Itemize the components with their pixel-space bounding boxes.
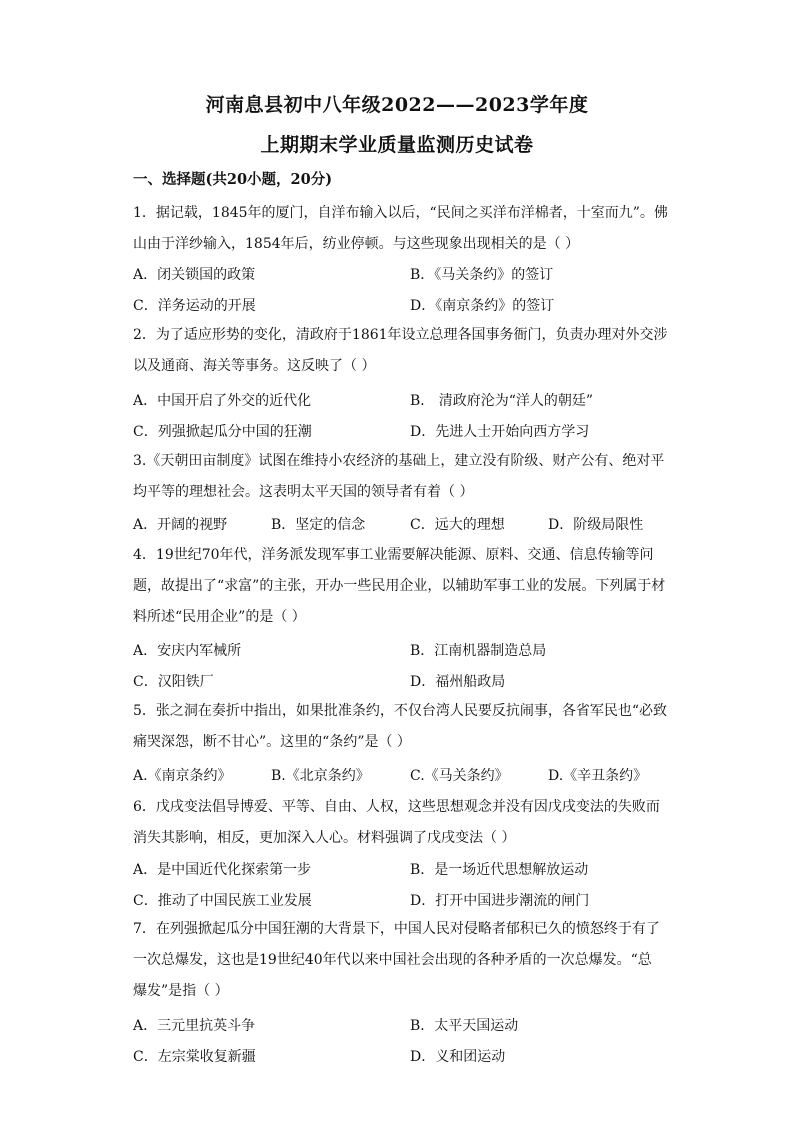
exam-title: 河南息县初中八年级2022——2023学年度 (205, 94, 589, 116)
question-1 (133, 198, 668, 260)
question-text-line: 7．在列强掀起瓜分中国狂潮的大背景下，中国人民对侵略者郁积已久的愤怒终于有了 (133, 921, 660, 937)
option-d: D．义和团运动 (410, 1049, 506, 1065)
question-2 (133, 320, 668, 382)
exam-subtitle: 上期期末学业质量监测历史试卷 (260, 134, 534, 156)
option-a: A．是中国近代化探索第一步 (133, 862, 312, 878)
option-a: A．安庆内军械所 (133, 643, 242, 659)
question-3 (133, 446, 663, 508)
option-d: D.《辛丑条约》 (548, 768, 648, 784)
question-text-line: 以及通商、海关等事务。这反映了（ ） (133, 358, 376, 374)
option-c: C．列强掀起瓜分中国的狂潮 (133, 424, 312, 440)
question-text-line: 6．戊戌变法倡导博爱、平等、自由、人权，这些思想观念并没有因戊戌变法的失败而 (133, 799, 660, 815)
option-c: C．左宗棠收复新疆 (133, 1049, 256, 1065)
option-a: A.《南京条约》 (133, 768, 232, 784)
question-text-line: 题，故提出了“求富”的主张，开办一些民用企业，以辅助军事工业的发展。下列属于材 (133, 578, 666, 594)
option-b: B.《北京条约》 (271, 768, 370, 784)
question-text-line: 爆发”是指（ ） (133, 983, 229, 999)
question-text-line: 山由于洋纱输入，1854年后，纺业停顿。与这些现象出现相关的是（ ） (133, 236, 580, 252)
option-c: C．远大的理想 (410, 517, 505, 533)
option-b: B．《马关条约》的签订 (410, 267, 554, 283)
option-c: C．推动了中国民族工业发展 (133, 893, 312, 909)
option-b: B．太平天国运动 (410, 1018, 519, 1034)
question-4 (133, 540, 666, 633)
question-text-line: 4．19世纪70年代，洋务派发现军事工业需要解决能源、原料、交通、信息传输等问 (133, 547, 654, 563)
question-text-line: 料所述“民用企业”的是（ ） (133, 609, 306, 625)
option-d: D．《南京条约》的签订 (410, 298, 555, 314)
option-b: B． 清政府沦为“洋人的朝廷” (410, 393, 594, 409)
question-text-line: 痛哭深怨，断不甘心”。这里的“条约”是（ ） (133, 734, 411, 750)
option-c: C．汉阳铁厂 (133, 674, 214, 690)
option-d: D．先进人士开始向西方学习 (410, 424, 590, 440)
question-5 (133, 696, 668, 758)
option-a: A．中国开启了外交的近代化 (133, 393, 312, 409)
section-heading: 一、选择题(共20小题，20分) (133, 171, 333, 188)
option-a: A．三元里抗英斗争 (133, 1018, 256, 1034)
question-text-line: 2．为了适应形势的变化，清政府于1861年设立总理各国事务衙门，负责办理对外交涉 (133, 327, 668, 343)
option-a: A．开阔的视野 (133, 517, 228, 533)
question-text-line: 均平等的理想社会。这表明太平天国的领导者有着（ ） (133, 484, 474, 500)
option-d: D．阶级局限性 (548, 517, 644, 533)
question-text-line: 消失其影响，相反，更加深入人心。材料强调了戊戌变法（ ） (133, 830, 516, 846)
option-b: B．坚定的信念 (271, 517, 366, 533)
option-d: D．打开中国进步潮流的闸门 (410, 893, 590, 909)
option-b: B．江南机器制造总局 (410, 643, 547, 659)
option-b: B．是一场近代思想解放运动 (410, 862, 589, 878)
option-c: C.《马关条约》 (410, 768, 509, 784)
option-a: A．闭关锁国的政策 (133, 267, 256, 283)
question-6 (133, 792, 663, 854)
question-text-line: 一次总爆发，这也是19世纪40年代以来中国社会出现的各种矛盾的一次总爆发。“总 (133, 952, 652, 968)
question-text-line: 3.《天朝田亩制度》试图在维持小农经济的基础上，建立没有阶级、财产公有、绝对平 (133, 453, 665, 469)
option-c: C．洋务运动的开展 (133, 298, 256, 314)
question-text-line: 5．张之洞在奏折中指出，如果批准条约，不仅台湾人民要反抗闹事，各省军民也“必致 (133, 703, 668, 719)
option-d: D．福州船政局 (410, 674, 506, 690)
question-text-line: 1．据记载，1845年的厦门，自洋布输入以后，“民间之买洋布洋棉者，十室而九”。佛 (133, 205, 668, 221)
question-7 (133, 914, 663, 1007)
